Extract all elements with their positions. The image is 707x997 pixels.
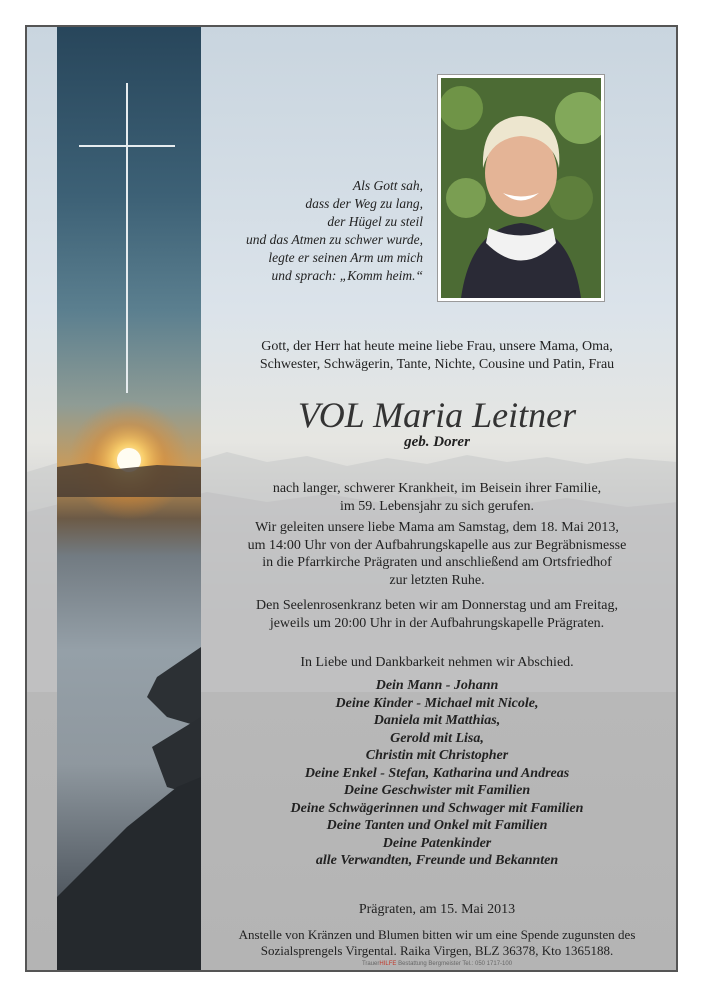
mourner-line: Deine Enkel - Stefan, Katharina und Andreas bbox=[304, 765, 570, 781]
mourner-line: Deine Schwägerinnen und Schwager mit Familien bbox=[290, 800, 584, 816]
maiden-name: geb. Dorer bbox=[404, 434, 470, 450]
mourner-line: Christin mit Christopher bbox=[365, 748, 509, 763]
poem bbox=[177, 177, 423, 285]
intro-line: Schwester, Schwägerin, Tante, Nichte, Cousine und Patin, Frau bbox=[259, 356, 615, 372]
mourner-line: alle Verwandten, Freunde und Bekannten bbox=[315, 853, 559, 868]
death-notice-line: im 59. Lebensjahr zu sich gerufen. bbox=[340, 498, 534, 514]
rosary-line: Den Seelenrosenkranz beten wir am Donnerstag und am Freitag, bbox=[256, 598, 618, 613]
donation-line: Anstelle von Kränzen und Blumen bitten wir um eine Spende zugunsten des bbox=[238, 927, 636, 942]
rosary-details bbox=[217, 597, 657, 632]
sunrise-photo-strip bbox=[57, 27, 201, 972]
cross-icon bbox=[126, 83, 128, 393]
mourner-line: Daniela mit Matthias, bbox=[373, 713, 501, 728]
poem-line: und sprach: „Komm heim.“ bbox=[271, 268, 423, 283]
poem-line: Als Gott sah, bbox=[352, 178, 423, 193]
poem-line: der Hügel zu steil bbox=[327, 214, 423, 229]
place-and-date bbox=[217, 901, 657, 919]
footer-brand-hilfe: HILFE bbox=[379, 961, 397, 967]
undertaker-footer bbox=[217, 961, 657, 967]
poem-line: und das Atmen zu schwer wurde, bbox=[246, 232, 423, 247]
death-notice-line: nach langer, schwerer Krankheit, im Beisein ihrer Familie, bbox=[272, 481, 602, 496]
portrait-photo bbox=[437, 74, 605, 302]
rosary-line: jeweils um 20:00 Uhr in der Aufbahrungskapelle Prägraten. bbox=[269, 615, 605, 631]
mourner-line: Deine Patenkinder bbox=[382, 835, 492, 851]
intro-text bbox=[217, 338, 657, 373]
poem-line: legte er seinen Arm um mich bbox=[268, 250, 423, 265]
mourner-line: Gerold mit Lisa, bbox=[390, 730, 484, 746]
farewell-line: In Liebe und Dankbarkeit nehmen wir Abschied. bbox=[300, 655, 574, 670]
mourner-line: Deine Kinder - Michael mit Nicole, bbox=[335, 695, 539, 711]
funeral-line: Wir geleiten unsere liebe Mama am Samstag, dem 18. Mai 2013, bbox=[255, 520, 619, 535]
cross-beam bbox=[79, 145, 175, 147]
footer-brand-trauer: Trauer bbox=[361, 961, 380, 967]
obituary-card bbox=[25, 25, 678, 972]
place-date-line: Prägraten, am 15. Mai 2013 bbox=[358, 902, 516, 917]
donation-request bbox=[217, 927, 657, 959]
death-notice bbox=[217, 480, 657, 515]
funeral-line: zur letzten Ruhe. bbox=[389, 572, 485, 588]
footer-text: Bestattung Bergmeister Tel.: 050 1717-100 bbox=[398, 961, 513, 967]
mourner-line: Deine Tanten und Onkel mit Familien bbox=[326, 818, 548, 833]
mourner-line: Dein Mann - Johann bbox=[375, 678, 499, 693]
mourners-list bbox=[217, 677, 657, 870]
funeral-details bbox=[217, 519, 657, 589]
funeral-line: um 14:00 Uhr von der Aufbahrungskapelle aus zur Begräbnismesse bbox=[247, 537, 627, 553]
farewell-text bbox=[217, 654, 657, 672]
funeral-line: in die Pfarrkirche Prägraten und anschließend am Ortsfriedhof bbox=[262, 555, 612, 570]
mourner-line: Deine Geschwister mit Familien bbox=[343, 783, 531, 798]
donation-line: Sozialsprengels Virgental. Raika Virgen, BLZ 36378, Kto 1365188. bbox=[260, 943, 614, 958]
poem-line: dass der Weg zu lang, bbox=[305, 196, 423, 211]
deceased-name: VOL Maria Leitner bbox=[297, 395, 577, 435]
intro-line: Gott, der Herr hat heute meine liebe Frau, unsere Mama, Oma, bbox=[261, 339, 613, 354]
